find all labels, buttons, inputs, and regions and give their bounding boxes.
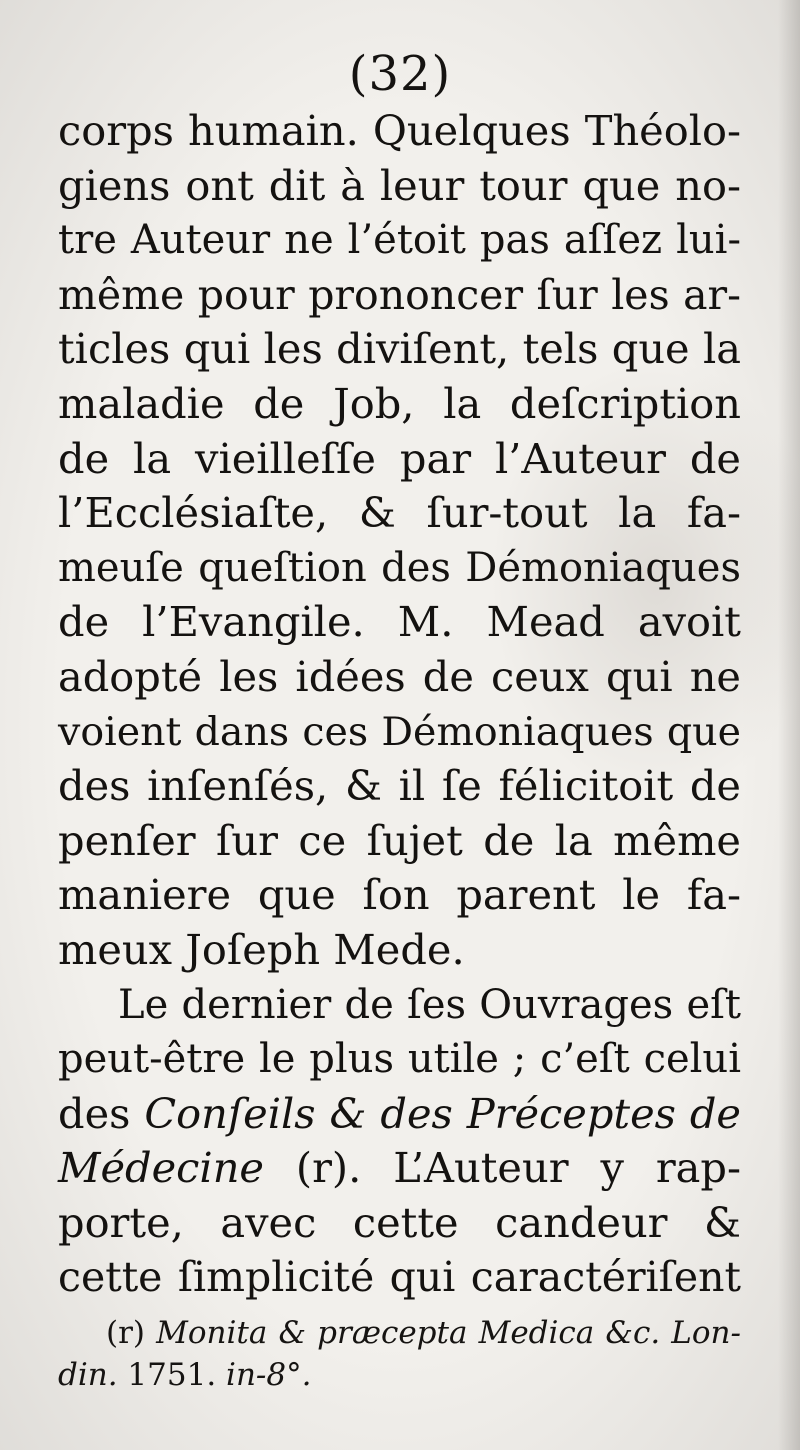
footnote-citation: din.	[58, 1357, 118, 1393]
text-line: voient dans ces Démoniaques que	[58, 708, 741, 755]
text-line: penſer ſur ce ſujet de la même	[58, 815, 741, 865]
text-line: cette ſimplicité qui caractériſent	[58, 1253, 741, 1302]
text-line: de l’Evangile. M. Mead avoit	[58, 597, 741, 647]
text-line: peut-être le plus utile ; c’eſt celui	[58, 1036, 741, 1083]
text-line: l’Ecclésiaſte, & ſur-tout la fa-	[58, 488, 741, 538]
text-line: giens ont dit à leur tour que no-	[58, 160, 741, 210]
text-line: maniere que ſon parent le fa-	[58, 870, 741, 920]
page-number: (32)	[348, 46, 452, 102]
text-line: maladie de Job, la deſcription	[58, 378, 741, 428]
text-line: ticles qui les diviſent, tels que la	[58, 324, 741, 374]
text-line: adopté les idées de ceux qui ne	[58, 651, 741, 701]
italic-title: Conſeils & des Préceptes de	[144, 1088, 741, 1138]
text-line: des inſenſés, & il ſe félicitoit de	[58, 761, 741, 811]
main-text	[58, 104, 741, 1305]
text-line: même pour prononcer ſur les ar-	[58, 270, 741, 319]
footnote-text: 1751.	[117, 1357, 227, 1393]
footnote-line	[58, 1312, 741, 1354]
text-run: (r). L’Auteur y rap-	[263, 1143, 741, 1193]
text-line: meux Joſeph Mede.	[58, 924, 465, 974]
text-line: corps humain. Quelques Théolo-	[58, 106, 741, 155]
text-line	[58, 1141, 741, 1196]
footnote	[58, 1312, 741, 1396]
text-line: Le dernier de ſes Ouvrages eſt	[118, 981, 741, 1028]
footnote-format: in-8°.	[226, 1357, 312, 1393]
text-line: de la vieilleſſe par l’Auteur de	[58, 433, 741, 483]
text-run: des	[58, 1088, 145, 1138]
text-line: porte, avec cette candeur &	[58, 1197, 741, 1247]
footnote-line	[58, 1354, 741, 1396]
text-line: meuſe queſtion des Démoniaques	[58, 544, 741, 591]
text-line: tre Auteur ne l’étoit pas aſſez lui-	[58, 217, 741, 264]
footnote-marker: (r)	[106, 1315, 157, 1351]
italic-title: Médecine	[58, 1143, 264, 1193]
page-gutter-shadow	[778, 0, 800, 1450]
footnote-citation: Monita & præcepta Medica &c. Lon-	[156, 1315, 741, 1351]
text-line	[58, 1087, 741, 1142]
